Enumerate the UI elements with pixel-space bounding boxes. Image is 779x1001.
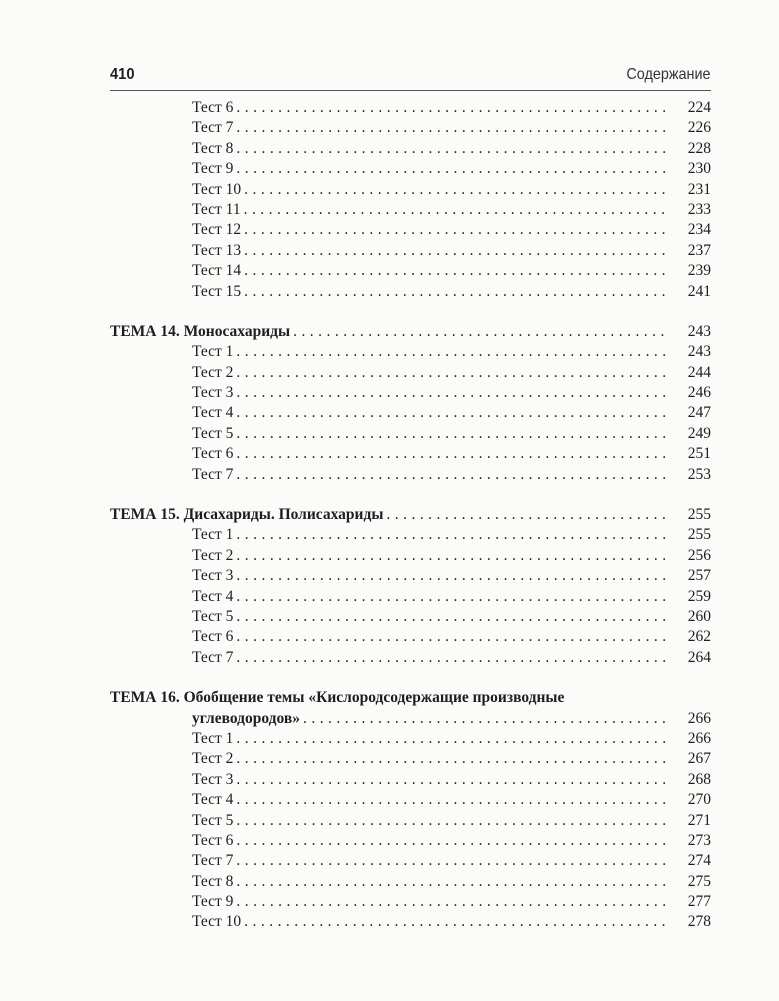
toc-entry[interactable] [110,159,711,179]
entry-label: Тест 5 [192,424,234,442]
dot-leader [244,220,669,240]
dot-leader [293,322,669,342]
entry-page: 241 [687,282,711,300]
entry-page: 260 [687,607,711,625]
entry-label: Тест 6 [192,628,234,646]
section-gap [110,302,711,322]
toc-entry[interactable] [110,872,711,892]
entry-label: Тест 7 [192,648,234,666]
entry-label: Тест 2 [192,546,234,564]
dot-leader [236,383,669,403]
entry-label: Тест 1 [192,526,234,544]
dot-leader [236,566,669,586]
dot-leader [236,811,669,831]
entry-label: Тест 2 [192,363,234,381]
entry-page: 231 [687,180,711,198]
dot-leader [236,892,669,912]
entry-label: Тест 14 [192,262,242,280]
toc-entry[interactable] [110,465,711,485]
dot-leader [236,607,669,627]
entry-page: 228 [687,139,711,157]
toc-entry[interactable] [110,403,711,423]
dot-leader [236,749,669,769]
toc-theme-14[interactable] [110,322,711,342]
toc-entry[interactable] [110,98,711,118]
toc-entry[interactable] [110,566,711,586]
dot-leader [236,139,669,159]
toc-theme-16-title[interactable] [110,688,711,708]
entry-page: 243 [687,343,711,361]
toc-entry[interactable] [110,220,711,240]
table-of-contents [110,98,711,933]
entry-page: 262 [687,628,711,646]
entry-page: 251 [687,445,711,463]
entry-page: 259 [687,587,711,605]
toc-entry[interactable] [110,790,711,810]
entry-label: Тест 6 [192,445,234,463]
theme-label: ТЕМА 16. Обобщение темы «Кислородсодержащие производные [110,689,565,707]
toc-entry[interactable] [110,118,711,138]
entry-page: 273 [687,831,711,849]
entry-label: Тест 10 [192,913,242,931]
entry-label: Тест 6 [192,99,234,116]
entry-label: Тест 13 [192,241,242,259]
theme-label: ТЕМА 15. Дисахариды. Полисахариды [110,506,384,524]
entry-label: Тест 7 [192,852,234,870]
entry-page: 226 [687,119,711,137]
entry-page: 244 [687,363,711,381]
section-gap [110,485,711,505]
entry-label: Тест 4 [192,404,234,422]
dot-leader [236,363,669,383]
dot-leader [244,912,669,932]
entry-label: Тест 7 [192,119,234,137]
dot-leader [236,648,669,668]
toc-entry[interactable] [110,729,711,749]
dot-leader [236,342,669,362]
entry-label: Тест 11 [192,200,241,218]
running-header-title: Содержание [626,66,711,83]
entry-page: 274 [687,852,711,870]
entry-page: 230 [687,160,711,178]
theme-page: 266 [687,709,711,727]
theme-page: 243 [687,322,711,340]
dot-leader [236,729,669,749]
entry-label: Тест 3 [192,384,234,402]
entry-page: 246 [687,384,711,402]
dot-leader [236,118,669,138]
page-header [110,64,711,91]
dot-leader [236,159,669,179]
page-number: 410 [110,66,135,83]
dot-leader [236,831,669,851]
entry-label: Тест 5 [192,607,234,625]
entry-page: 271 [687,811,711,829]
toc-entry[interactable] [110,139,711,159]
entry-label: Тест 5 [192,811,234,829]
entry-label: Тест 7 [192,465,234,483]
dot-leader [236,465,669,485]
toc-entry[interactable] [110,342,711,362]
section-gap [110,668,711,688]
toc-entry[interactable] [110,444,711,464]
entry-label: Тест 15 [192,282,242,300]
toc-entry[interactable] [110,912,711,932]
toc-entry[interactable] [110,648,711,668]
dot-leader [236,627,669,647]
dot-leader [236,587,669,607]
entry-label: Тест 1 [192,343,234,361]
dot-leader [236,424,669,444]
entry-label: Тест 9 [192,160,234,178]
entry-page: 277 [687,893,711,911]
entry-label: Тест 9 [192,893,234,911]
dot-leader [236,403,669,423]
toc-entry[interactable] [110,607,711,627]
theme-page: 255 [687,506,711,524]
theme-label-continued: углеводородов» [192,709,300,727]
entry-label: Тест 6 [192,831,234,849]
toc-entry[interactable] [110,525,711,545]
toc-entry[interactable] [110,241,711,261]
entry-label: Тест 12 [192,221,242,239]
toc-entry[interactable] [110,546,711,566]
entry-label: Тест 3 [192,770,234,788]
dot-leader [244,200,669,220]
entry-page: 268 [687,770,711,788]
toc-entry[interactable] [110,424,711,444]
toc-entry[interactable] [110,383,711,403]
toc-entry[interactable] [110,892,711,912]
theme-label: ТЕМА 14. Моносахариды [110,322,291,340]
entry-label: Тест 2 [192,750,234,768]
dot-leader [236,790,669,810]
entry-page: 270 [687,791,711,809]
entry-page: 239 [687,262,711,280]
entry-page: 249 [687,424,711,442]
dot-leader [236,444,669,464]
entry-page: 234 [687,221,711,239]
toc-entry[interactable] [110,811,711,831]
entry-page: 256 [687,546,711,564]
dot-leader [244,241,669,261]
toc-entry[interactable] [110,587,711,607]
dot-leader [244,261,669,281]
entry-page: 224 [687,99,711,116]
toc-entry[interactable] [110,261,711,281]
toc-entry[interactable] [110,200,711,220]
toc-entry[interactable] [110,831,711,851]
entry-page: 264 [687,648,711,666]
toc-entry[interactable] [110,282,711,302]
dot-leader [303,709,669,729]
dot-leader [236,770,669,790]
dot-leader [236,851,669,871]
dot-leader [244,282,669,302]
entry-page: 257 [687,567,711,585]
entry-page: 255 [687,526,711,544]
entry-label: Тест 4 [192,587,234,605]
entry-label: Тест 1 [192,729,234,747]
entry-page: 247 [687,404,711,422]
toc-entry[interactable] [110,749,711,769]
entry-label: Тест 8 [192,872,234,890]
entry-label: Тест 10 [192,180,242,198]
entry-page: 266 [687,729,711,747]
entry-label: Тест 4 [192,791,234,809]
dot-leader [236,525,669,545]
toc-entry[interactable] [110,180,711,200]
dot-leader [236,546,669,566]
toc-entry[interactable] [110,770,711,790]
entry-page: 233 [687,200,711,218]
toc-entry[interactable] [110,851,711,871]
entry-label: Тест 8 [192,139,234,157]
entry-label: Тест 3 [192,567,234,585]
dot-leader [386,505,669,525]
entry-page: 267 [687,750,711,768]
entry-page: 278 [687,913,711,931]
toc-entry[interactable] [110,363,711,383]
entry-page: 275 [687,872,711,890]
entry-page: 253 [687,465,711,483]
dot-leader [244,180,669,200]
toc-theme-16[interactable] [110,709,711,729]
entry-page: 237 [687,241,711,259]
dot-leader [236,98,669,118]
dot-leader [236,872,669,892]
toc-entry[interactable] [110,627,711,647]
toc-theme-15[interactable] [110,505,711,525]
